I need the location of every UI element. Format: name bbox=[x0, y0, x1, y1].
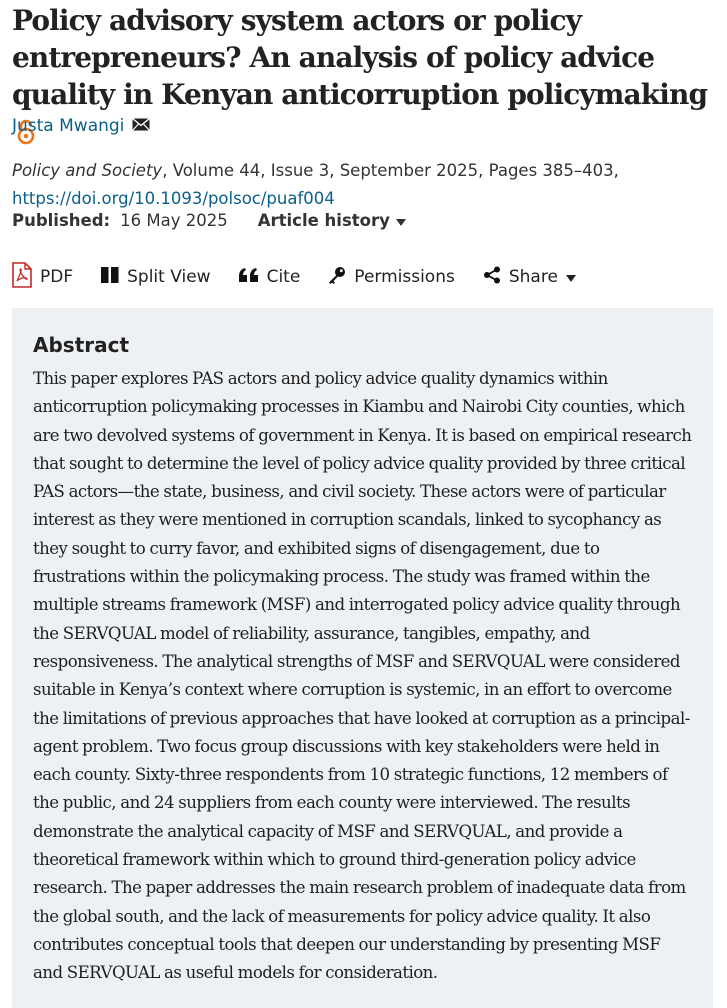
key-icon bbox=[328, 266, 346, 289]
doi-link[interactable]: https://doi.org/10.1093/polsoc/puaf004 bbox=[12, 189, 335, 208]
published-line bbox=[12, 211, 406, 230]
article-history-button[interactable] bbox=[258, 211, 406, 230]
cite-label: Cite bbox=[266, 267, 301, 287]
author-line bbox=[12, 116, 150, 136]
citation bbox=[12, 157, 727, 213]
split-view-button[interactable] bbox=[101, 267, 210, 288]
pdf-button[interactable] bbox=[12, 262, 73, 293]
abstract-text: This paper explores PAS actors and policy advice quality dynamics within anticorruption policymaking processes in Kiambu and Nairobi City counties, which are two devolved systems of government in Kenya. It is based on empirical research that sought to determine the level of policy advice quality provided by three critical PAS actors—the state, business, and civil society. These actors were of particular interest as they were mentioned in corruption scandals, linked to sycophancy as they sought to curry favor, and exhibited signs of disengagement, due to frustrations within the policymaking process. The study was framed within the multiple streams framework (MSF) and interrogated policy advice quality through the SERVQUAL model of reliability, assurance, tangibles, empathy, and responsiveness. The analytical strengths of MSF and SERVQUAL were considered suitable in Kenya’s context where corruption is systemic, in an effort to overcome the limitations of previous approaches that have looked at corruption as a principal-agent problem. Two focus group discussions with key stakeholders were held in each county. Sixty-three respondents from 10 strategic functions, 12 members of the public, and 24 suppliers from each county were interviewed. The results demonstrate the analytical capacity of MSF and SERVQUAL, and provide a theoretical framework within which to ground third-generation policy advice research. The paper addresses the main research problem of inadequate data from the global south, and the lack of measurements for policy advice quality. It also contributes conceptual tools that deepen our understanding by presenting MSF and SERVQUAL as useful models for consideration. bbox=[33, 369, 692, 983]
abstract-heading: Abstract bbox=[33, 333, 130, 357]
caret-down-icon bbox=[396, 211, 406, 230]
split-view-icon bbox=[101, 267, 119, 288]
share-button[interactable] bbox=[483, 266, 576, 289]
permissions-label: Permissions bbox=[354, 267, 455, 287]
article-toolbar bbox=[12, 262, 604, 292]
citation-details: , Volume 44, Issue 3, September 2025, Pages 385–403, bbox=[162, 161, 619, 180]
caret-down-icon bbox=[566, 267, 576, 287]
permissions-button[interactable] bbox=[328, 266, 455, 289]
article-history-label: Article history bbox=[257, 211, 390, 230]
journal-name: Policy and Society bbox=[12, 161, 163, 180]
quote-icon bbox=[239, 267, 259, 287]
cite-button[interactable] bbox=[239, 267, 301, 287]
pdf-icon bbox=[12, 262, 32, 293]
share-icon bbox=[483, 266, 501, 289]
split-view-label: Split View bbox=[127, 267, 211, 287]
envelope-icon[interactable] bbox=[132, 116, 150, 136]
published-label: Published: bbox=[12, 211, 111, 230]
share-label: Share bbox=[508, 267, 558, 287]
pdf-label: PDF bbox=[40, 267, 74, 287]
author-name[interactable]: Justa Mwangi bbox=[12, 116, 125, 136]
abstract-section bbox=[12, 308, 713, 1008]
article-title-text: Policy advisory system actors or policy entrepreneurs? An analysis of policy advice quality in Kenyan anticorruption policymaking bbox=[12, 4, 708, 111]
published-date: 16 May 2025 bbox=[120, 211, 228, 230]
